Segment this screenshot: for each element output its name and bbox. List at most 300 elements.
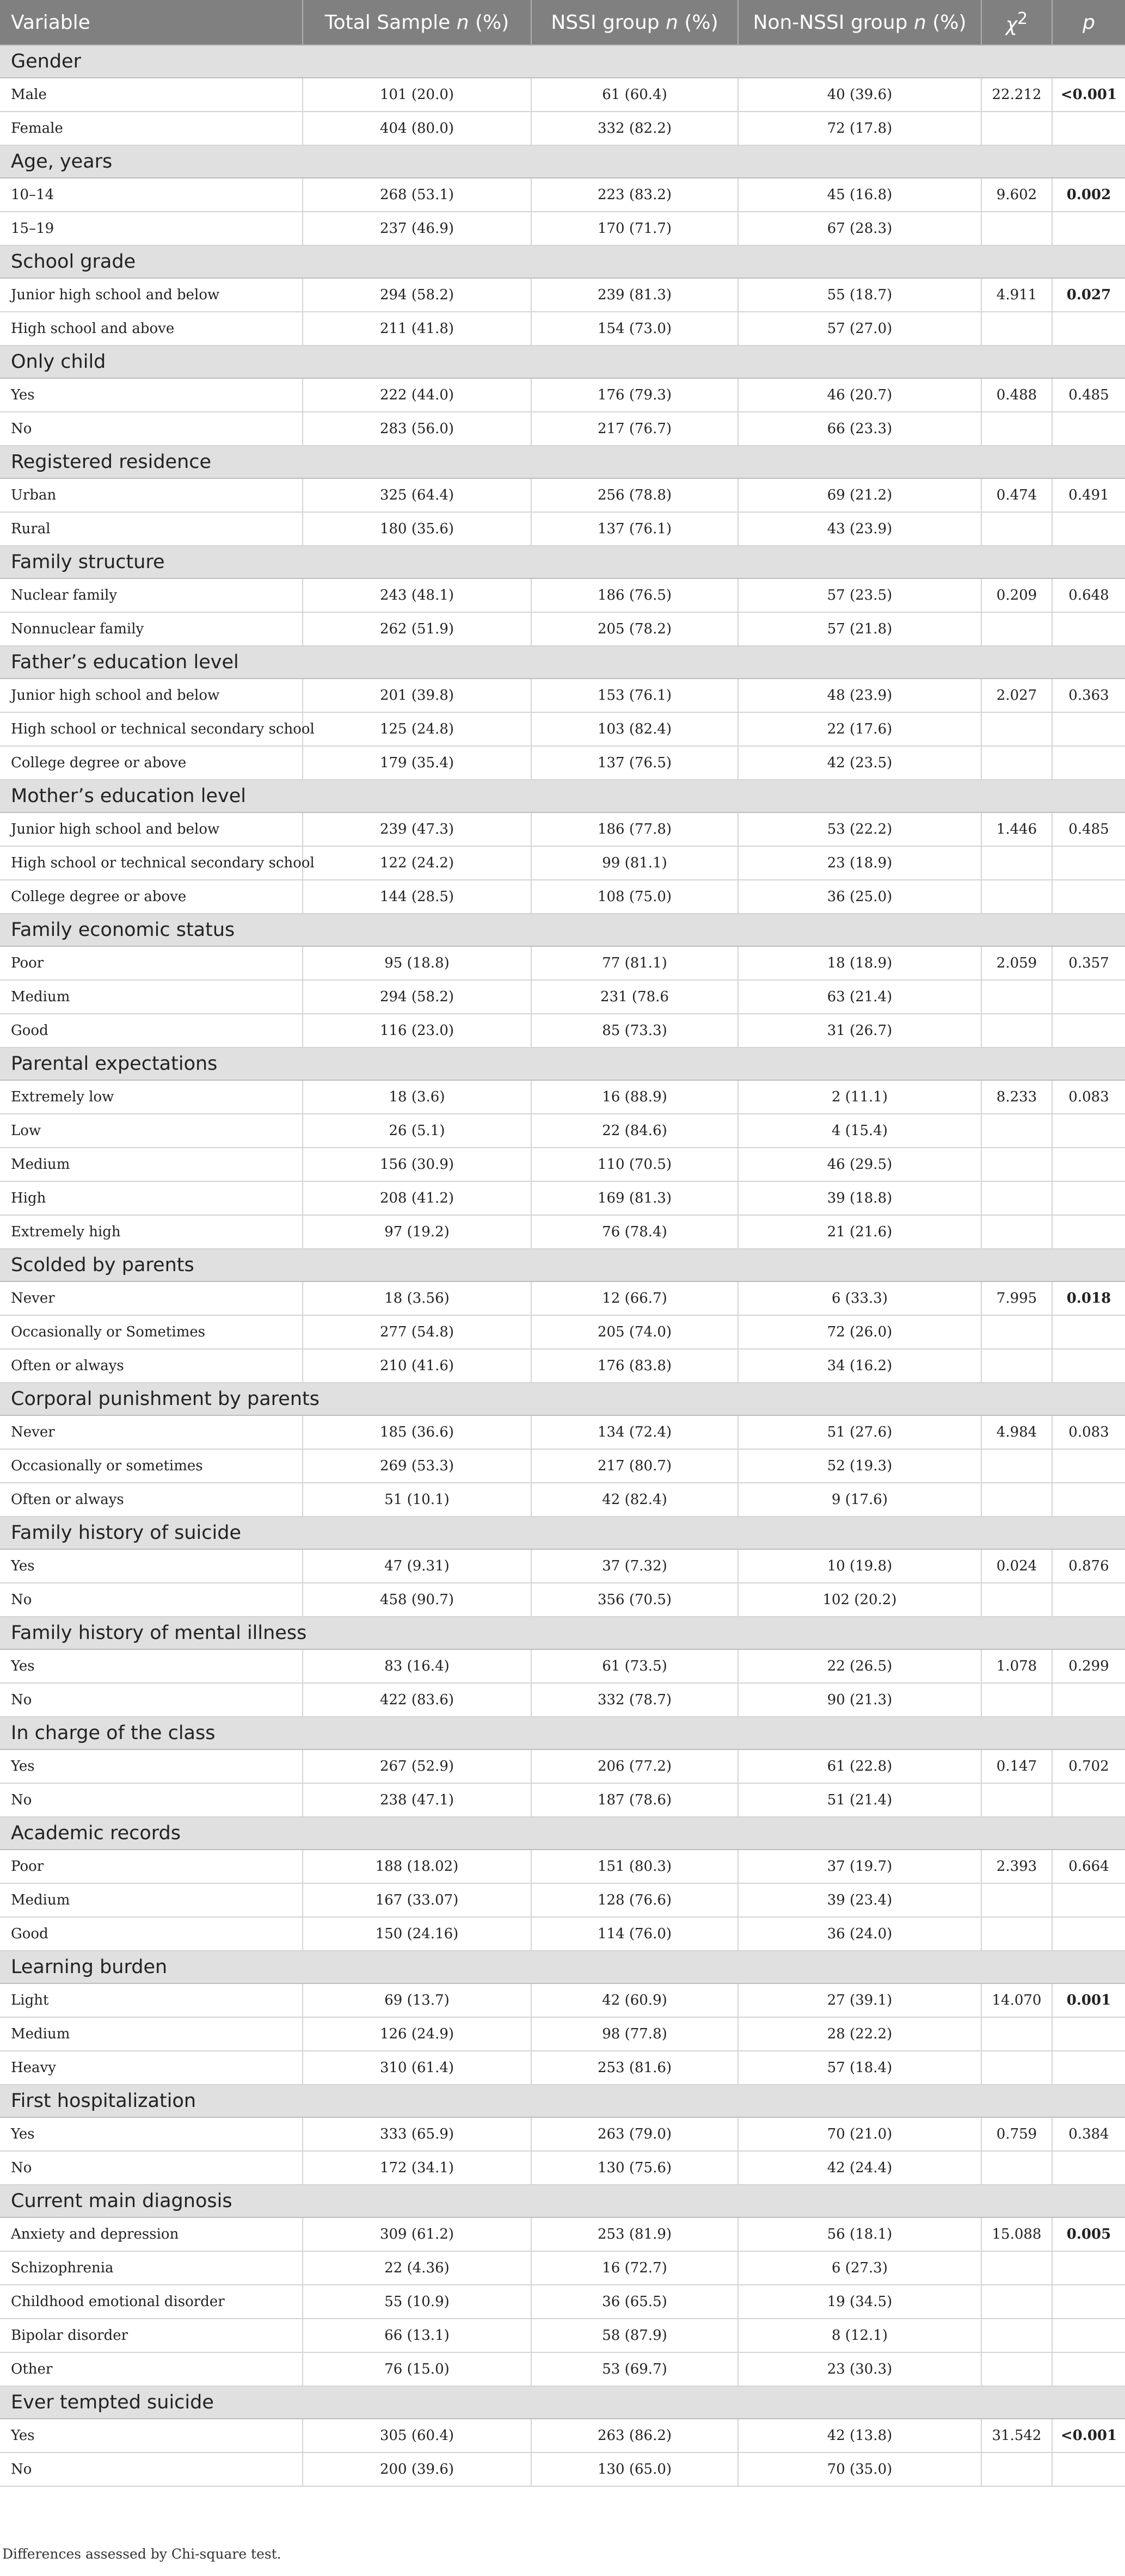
table-row	[0, 2251, 1125, 2285]
chi-square-cell: 14.070	[981, 1983, 1052, 2017]
nssi-cell: 153 (76.1)	[531, 679, 738, 712]
header-nssi-pct: (%)	[678, 11, 718, 34]
total-sample-cell: 325 (64.4)	[303, 478, 531, 512]
section-row	[0, 45, 1125, 78]
p-value-cell	[1052, 2319, 1125, 2352]
p-value-cell	[1052, 1483, 1125, 1517]
section-title: Scolded by parents	[0, 1249, 1125, 1281]
p-value-cell	[1052, 112, 1125, 145]
table-row	[0, 1014, 1125, 1047]
chi-square-cell	[981, 512, 1052, 546]
non-nssi-cell: 57 (18.4)	[738, 2051, 981, 2085]
header-non-nssi-label: Non-NSSI group	[753, 11, 914, 34]
chi-square-cell	[981, 312, 1052, 346]
category-cell: High	[0, 1181, 303, 1215]
category-cell: Nuclear family	[0, 578, 303, 612]
p-value-cell: 0.876	[1052, 1549, 1125, 1583]
p-value-cell	[1052, 1114, 1125, 1148]
category-cell: High school or technical secondary school	[0, 846, 303, 880]
total-sample-cell: 310 (61.4)	[303, 2051, 531, 2085]
category-cell: No	[0, 412, 303, 446]
total-sample-cell: 277 (54.8)	[303, 1315, 531, 1349]
chi-square-cell	[981, 2452, 1052, 2486]
nssi-cell: 169 (81.3)	[531, 1181, 738, 1215]
category-cell: No	[0, 1683, 303, 1717]
table-row	[0, 1683, 1125, 1717]
nssi-cell: 36 (65.5)	[531, 2285, 738, 2319]
p-value-cell: <0.001	[1052, 78, 1125, 112]
chi-square-cell	[981, 846, 1052, 880]
header-nssi-n: n	[666, 11, 678, 34]
nssi-cell: 263 (86.2)	[531, 2419, 738, 2452]
category-cell: College degree or above	[0, 880, 303, 914]
table-row	[0, 78, 1125, 112]
non-nssi-cell: 21 (21.6)	[738, 1215, 981, 1249]
table-row	[0, 178, 1125, 212]
p-value-cell: 0.485	[1052, 378, 1125, 412]
total-sample-cell: 83 (16.4)	[303, 1649, 531, 1683]
chi-square-cell	[981, 746, 1052, 780]
nssi-cell: 16 (72.7)	[531, 2251, 738, 2285]
nssi-cell: 99 (81.1)	[531, 846, 738, 880]
section-title: Corporal punishment by parents	[0, 1383, 1125, 1415]
chi-square-cell: 1.446	[981, 812, 1052, 846]
section-row	[0, 646, 1125, 679]
chi-square-cell	[981, 2051, 1052, 2085]
p-value-cell	[1052, 612, 1125, 646]
table-row	[0, 1983, 1125, 2017]
category-cell: Often or always	[0, 1483, 303, 1517]
p-value-cell: 0.357	[1052, 946, 1125, 980]
non-nssi-cell: 72 (26.0)	[738, 1315, 981, 1349]
nssi-cell: 205 (74.0)	[531, 1315, 738, 1349]
table-row	[0, 312, 1125, 346]
total-sample-cell: 116 (23.0)	[303, 1014, 531, 1047]
category-cell: Yes	[0, 2117, 303, 2151]
table-row	[0, 2017, 1125, 2051]
total-sample-cell: 222 (44.0)	[303, 378, 531, 412]
chi-square-cell: 31.542	[981, 2419, 1052, 2452]
chi-square-cell: 8.233	[981, 1080, 1052, 1114]
non-nssi-cell: 102 (20.2)	[738, 1583, 981, 1617]
nssi-cell: 187 (78.6)	[531, 1783, 738, 1817]
section-title: First hospitalization	[0, 2085, 1125, 2117]
chi-square-cell: 9.602	[981, 178, 1052, 212]
nssi-cell: 37 (7.32)	[531, 1549, 738, 1583]
p-value-cell: 0.018	[1052, 1281, 1125, 1315]
section-row	[0, 2386, 1125, 2419]
section-row	[0, 346, 1125, 378]
section-title: Registered residence	[0, 446, 1125, 478]
p-value-cell	[1052, 1148, 1125, 1181]
p-value-cell	[1052, 1583, 1125, 1617]
header-non-nssi-group	[738, 0, 981, 45]
table-row	[0, 2419, 1125, 2452]
nssi-cell: 223 (83.2)	[531, 178, 738, 212]
category-cell: Anxiety and depression	[0, 2217, 303, 2251]
chi-square-cell	[981, 1114, 1052, 1148]
table-body	[0, 45, 1125, 2486]
section-row	[0, 1249, 1125, 1281]
category-cell: Nonnuclear family	[0, 612, 303, 646]
section-row	[0, 914, 1125, 946]
chi-square-cell: 0.024	[981, 1549, 1052, 1583]
category-cell: Often or always	[0, 1349, 303, 1383]
section-row	[0, 245, 1125, 278]
chi-square-cell	[981, 880, 1052, 914]
total-sample-cell: 55 (10.9)	[303, 2285, 531, 2319]
section-title: Mother’s education level	[0, 780, 1125, 812]
non-nssi-cell: 10 (19.8)	[738, 1549, 981, 1583]
header-non-nssi-n: n	[913, 11, 926, 34]
category-cell: Other	[0, 2352, 303, 2386]
header-p-value	[1052, 0, 1125, 45]
chi-square-cell: 0.759	[981, 2117, 1052, 2151]
chi-square-cell	[981, 2017, 1052, 2051]
table-row	[0, 1483, 1125, 1517]
table-row	[0, 812, 1125, 846]
chi-square-cell: 2.393	[981, 1850, 1052, 1883]
section-title: Family history of suicide	[0, 1517, 1125, 1549]
category-cell: Medium	[0, 2017, 303, 2051]
p-value-cell	[1052, 312, 1125, 346]
non-nssi-cell: 67 (28.3)	[738, 212, 981, 245]
table-row	[0, 612, 1125, 646]
table-row	[0, 1917, 1125, 1951]
chi-square-cell	[981, 1917, 1052, 1951]
table-row	[0, 980, 1125, 1014]
p-value-cell: 0.299	[1052, 1649, 1125, 1683]
category-cell: No	[0, 1783, 303, 1817]
chi-square-cell: 0.209	[981, 578, 1052, 612]
p-value-cell	[1052, 846, 1125, 880]
p-value-cell	[1052, 2285, 1125, 2319]
total-sample-cell: 294 (58.2)	[303, 278, 531, 312]
total-sample-cell: 66 (13.1)	[303, 2319, 531, 2352]
section-title: Father’s education level	[0, 646, 1125, 679]
non-nssi-cell: 28 (22.2)	[738, 2017, 981, 2051]
nssi-cell: 22 (84.6)	[531, 1114, 738, 1148]
header-total-label: Total Sample	[324, 11, 457, 34]
p-value-cell: 0.083	[1052, 1415, 1125, 1449]
nssi-cell: 151 (80.3)	[531, 1850, 738, 1883]
chi-square-cell	[981, 1181, 1052, 1215]
header-total-pct: (%)	[469, 11, 509, 34]
table-row	[0, 1349, 1125, 1383]
category-cell: Good	[0, 1917, 303, 1951]
total-sample-cell: 126 (24.9)	[303, 2017, 531, 2051]
table-row	[0, 946, 1125, 980]
section-title: Family history of mental illness	[0, 1617, 1125, 1649]
table-row	[0, 2319, 1125, 2352]
total-sample-cell: 144 (28.5)	[303, 880, 531, 914]
table-row	[0, 2117, 1125, 2151]
total-sample-cell: 125 (24.8)	[303, 712, 531, 746]
non-nssi-cell: 39 (23.4)	[738, 1883, 981, 1917]
chi-square-cell	[981, 612, 1052, 646]
table-row	[0, 712, 1125, 746]
nssi-cell: 128 (76.6)	[531, 1883, 738, 1917]
table-row	[0, 2217, 1125, 2251]
table-row	[0, 1215, 1125, 1249]
total-sample-cell: 422 (83.6)	[303, 1683, 531, 1717]
nssi-cell: 61 (73.5)	[531, 1649, 738, 1683]
p-value-cell: 0.001	[1052, 1983, 1125, 2017]
table-row	[0, 1114, 1125, 1148]
chi-square-cell	[981, 412, 1052, 446]
p-value-cell: 0.005	[1052, 2217, 1125, 2251]
total-sample-cell: 95 (18.8)	[303, 946, 531, 980]
non-nssi-cell: 19 (34.5)	[738, 2285, 981, 2319]
nssi-cell: 16 (88.9)	[531, 1080, 738, 1114]
nssi-cell: 206 (77.2)	[531, 1749, 738, 1783]
table-row	[0, 1181, 1125, 1215]
total-sample-cell: 188 (18.02)	[303, 1850, 531, 1883]
non-nssi-cell: 23 (30.3)	[738, 2352, 981, 2386]
total-sample-cell: 305 (60.4)	[303, 2419, 531, 2452]
table-row	[0, 1281, 1125, 1315]
chi-square-cell: 0.488	[981, 378, 1052, 412]
chi-square-cell: 2.059	[981, 946, 1052, 980]
total-sample-cell: 47 (9.31)	[303, 1549, 531, 1583]
total-sample-cell: 333 (65.9)	[303, 2117, 531, 2151]
nssi-cell: 256 (78.8)	[531, 478, 738, 512]
chi-square-cell: 4.911	[981, 278, 1052, 312]
nssi-cell: 217 (76.7)	[531, 412, 738, 446]
non-nssi-cell: 18 (18.9)	[738, 946, 981, 980]
non-nssi-cell: 90 (21.3)	[738, 1683, 981, 1717]
p-value-cell	[1052, 880, 1125, 914]
category-cell: No	[0, 2151, 303, 2185]
nssi-cell: 332 (82.2)	[531, 112, 738, 145]
table-row	[0, 1749, 1125, 1783]
table-row	[0, 880, 1125, 914]
p-value-cell	[1052, 1449, 1125, 1483]
non-nssi-cell: 8 (12.1)	[738, 2319, 981, 2352]
chi-square-cell	[981, 212, 1052, 245]
non-nssi-cell: 72 (17.8)	[738, 112, 981, 145]
category-cell: Yes	[0, 1649, 303, 1683]
non-nssi-cell: 53 (22.2)	[738, 812, 981, 846]
category-cell: No	[0, 1583, 303, 1617]
nssi-cell: 176 (79.3)	[531, 378, 738, 412]
non-nssi-cell: 42 (23.5)	[738, 746, 981, 780]
total-sample-cell: 458 (90.7)	[303, 1583, 531, 1617]
category-cell: Extremely high	[0, 1215, 303, 1249]
category-cell: Urban	[0, 478, 303, 512]
p-value-cell	[1052, 1181, 1125, 1215]
category-cell: Yes	[0, 378, 303, 412]
section-row	[0, 1047, 1125, 1080]
nssi-cell: 231 (78.6	[531, 980, 738, 1014]
table-row	[0, 1883, 1125, 1917]
category-cell: Never	[0, 1281, 303, 1315]
section-row	[0, 1383, 1125, 1415]
category-cell: Schizophrenia	[0, 2251, 303, 2285]
nssi-cell: 263 (79.0)	[531, 2117, 738, 2151]
section-row	[0, 1717, 1125, 1749]
nssi-cell: 98 (77.8)	[531, 2017, 738, 2051]
section-row	[0, 1817, 1125, 1850]
nssi-cell: 103 (82.4)	[531, 712, 738, 746]
nssi-cell: 58 (87.9)	[531, 2319, 738, 2352]
non-nssi-cell: 46 (29.5)	[738, 1148, 981, 1181]
non-nssi-cell: 52 (19.3)	[738, 1449, 981, 1483]
table-row	[0, 846, 1125, 880]
category-cell: Medium	[0, 1148, 303, 1181]
total-sample-cell: 404 (80.0)	[303, 112, 531, 145]
total-sample-cell: 172 (34.1)	[303, 2151, 531, 2185]
category-cell: Bipolar disorder	[0, 2319, 303, 2352]
p-value-cell	[1052, 712, 1125, 746]
non-nssi-cell: 27 (39.1)	[738, 1983, 981, 2017]
header-total-sample	[303, 0, 531, 45]
non-nssi-cell: 42 (13.8)	[738, 2419, 981, 2452]
non-nssi-cell: 31 (26.7)	[738, 1014, 981, 1047]
non-nssi-cell: 39 (18.8)	[738, 1181, 981, 1215]
non-nssi-cell: 34 (16.2)	[738, 1349, 981, 1383]
p-value-cell: 0.702	[1052, 1749, 1125, 1783]
p-value-cell: 0.664	[1052, 1850, 1125, 1883]
chi-square-cell: 7.995	[981, 1281, 1052, 1315]
category-cell: Occasionally or sometimes	[0, 1449, 303, 1483]
table-row	[0, 679, 1125, 712]
header-total-n: n	[456, 11, 469, 34]
chi-square-cell: 2.027	[981, 679, 1052, 712]
p-value-cell	[1052, 1883, 1125, 1917]
section-title: Family economic status	[0, 914, 1125, 946]
section-title: Age, years	[0, 145, 1125, 178]
total-sample-cell: 237 (46.9)	[303, 212, 531, 245]
chi-square-cell	[981, 2352, 1052, 2386]
p-value-cell	[1052, 212, 1125, 245]
nssi-cell: 42 (82.4)	[531, 1483, 738, 1517]
table-row	[0, 212, 1125, 245]
section-row	[0, 2085, 1125, 2117]
chi-square-cell: 0.474	[981, 478, 1052, 512]
nssi-cell: 186 (77.8)	[531, 812, 738, 846]
total-sample-cell: 18 (3.56)	[303, 1281, 531, 1315]
nssi-cell: 85 (73.3)	[531, 1014, 738, 1047]
non-nssi-cell: 6 (33.3)	[738, 1281, 981, 1315]
total-sample-cell: 97 (19.2)	[303, 1215, 531, 1249]
non-nssi-cell: 46 (20.7)	[738, 378, 981, 412]
p-value-cell	[1052, 980, 1125, 1014]
p-value-cell: 0.485	[1052, 812, 1125, 846]
chi-square-cell: 15.088	[981, 2217, 1052, 2251]
table-row	[0, 1783, 1125, 1817]
total-sample-cell: 283 (56.0)	[303, 412, 531, 446]
category-cell: Occasionally or Sometimes	[0, 1315, 303, 1349]
table-row	[0, 746, 1125, 780]
total-sample-cell: 51 (10.1)	[303, 1483, 531, 1517]
table-row	[0, 1449, 1125, 1483]
total-sample-cell: 243 (48.1)	[303, 578, 531, 612]
section-row	[0, 1951, 1125, 1983]
section-title: Parental expectations	[0, 1047, 1125, 1080]
category-cell: Medium	[0, 980, 303, 1014]
p-value-cell: 0.083	[1052, 1080, 1125, 1114]
chi-square-cell: 22.212	[981, 78, 1052, 112]
section-row	[0, 780, 1125, 812]
p-value-cell	[1052, 512, 1125, 546]
table-footnote: Differences assessed by Chi-square test.	[2, 2546, 281, 2562]
table-row	[0, 2151, 1125, 2185]
nssi-cell: 137 (76.1)	[531, 512, 738, 546]
nssi-cell: 170 (71.7)	[531, 212, 738, 245]
non-nssi-cell: 37 (19.7)	[738, 1850, 981, 1883]
non-nssi-cell: 56 (18.1)	[738, 2217, 981, 2251]
p-value-cell	[1052, 2251, 1125, 2285]
table-row	[0, 2452, 1125, 2486]
non-nssi-cell: 48 (23.9)	[738, 679, 981, 712]
chi-square-cell: 1.078	[981, 1649, 1052, 1683]
chi-square-cell	[981, 2251, 1052, 2285]
section-row	[0, 145, 1125, 178]
total-sample-cell: 185 (36.6)	[303, 1415, 531, 1449]
section-row	[0, 1517, 1125, 1549]
nssi-cell: 253 (81.6)	[531, 2051, 738, 2085]
category-cell: Good	[0, 1014, 303, 1047]
category-cell: 15–19	[0, 212, 303, 245]
p-value-cell	[1052, 1683, 1125, 1717]
non-nssi-cell: 55 (18.7)	[738, 278, 981, 312]
total-sample-cell: 26 (5.1)	[303, 1114, 531, 1148]
category-cell: Poor	[0, 946, 303, 980]
section-title: In charge of the class	[0, 1717, 1125, 1749]
category-cell: Never	[0, 1415, 303, 1449]
p-value-cell	[1052, 2352, 1125, 2386]
section-title: Academic records	[0, 1817, 1125, 1850]
p-value-cell: 0.002	[1052, 178, 1125, 212]
chi-square-cell	[981, 1014, 1052, 1047]
table-row	[0, 512, 1125, 546]
header-variable: Variable	[0, 0, 303, 45]
category-cell: Extremely low	[0, 1080, 303, 1114]
p-value-cell	[1052, 2017, 1125, 2051]
chi-square-cell	[981, 1215, 1052, 1249]
total-sample-cell: 309 (61.2)	[303, 2217, 531, 2251]
non-nssi-cell: 42 (24.4)	[738, 2151, 981, 2185]
p-value-cell	[1052, 1349, 1125, 1383]
total-sample-cell: 179 (35.4)	[303, 746, 531, 780]
non-nssi-cell: 57 (21.8)	[738, 612, 981, 646]
p-value-cell	[1052, 412, 1125, 446]
total-sample-cell: 22 (4.36)	[303, 2251, 531, 2285]
header-chi-sup: 2	[1017, 9, 1028, 28]
p-value-cell: 0.648	[1052, 578, 1125, 612]
section-title: Current main diagnosis	[0, 2185, 1125, 2217]
nssi-cell: 239 (81.3)	[531, 278, 738, 312]
p-value-cell: 0.027	[1052, 278, 1125, 312]
non-nssi-cell: 22 (26.5)	[738, 1649, 981, 1683]
nssi-cell: 154 (73.0)	[531, 312, 738, 346]
non-nssi-cell: 57 (23.5)	[738, 578, 981, 612]
non-nssi-cell: 4 (15.4)	[738, 1114, 981, 1148]
category-cell: Junior high school and below	[0, 679, 303, 712]
section-title: Family structure	[0, 546, 1125, 578]
non-nssi-cell: 61 (22.8)	[738, 1749, 981, 1783]
table-row	[0, 378, 1125, 412]
category-cell: Yes	[0, 1749, 303, 1783]
p-value-cell: 0.363	[1052, 679, 1125, 712]
p-value-cell	[1052, 2051, 1125, 2085]
header-nssi-label: NSSI group	[551, 11, 666, 34]
total-sample-cell: 18 (3.6)	[303, 1080, 531, 1114]
total-sample-cell: 262 (51.9)	[303, 612, 531, 646]
p-value-cell	[1052, 746, 1125, 780]
header-chi-square	[981, 0, 1052, 45]
